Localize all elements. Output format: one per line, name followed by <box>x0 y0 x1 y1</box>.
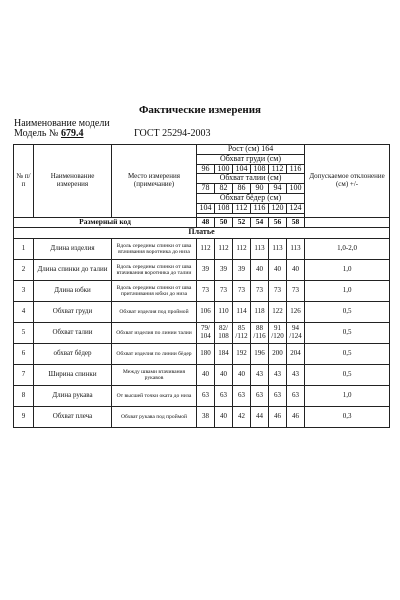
size-code-label: Размерный код <box>14 217 197 227</box>
row-number: 6 <box>14 343 34 364</box>
page-title: Фактические измерения <box>138 104 262 116</box>
measurement-value: 63 <box>215 385 233 406</box>
waist-value: 86 <box>233 184 251 194</box>
measurement-value: 46 <box>269 406 287 427</box>
table-row <box>14 385 390 406</box>
measurement-name: Длина изделия <box>34 238 112 259</box>
measurement-value: 39 <box>197 259 215 280</box>
measurement-value: 40 <box>197 364 215 385</box>
row-number: 9 <box>14 406 34 427</box>
measurement-value: 63 <box>233 385 251 406</box>
measurement-value: 113 <box>287 238 305 259</box>
measurement-place: Обхват изделия по линии бёдер <box>112 343 197 364</box>
measurement-value: 39 <box>233 259 251 280</box>
measurement-value: 39 <box>215 259 233 280</box>
measurement-name: Длина рукава <box>34 385 112 406</box>
table-row <box>14 301 390 322</box>
measurement-value: 114 <box>233 301 251 322</box>
measurement-value: 204 <box>287 343 305 364</box>
measurement-value: 40 <box>287 259 305 280</box>
measurement-value: 43 <box>251 364 269 385</box>
waist-value: 94 <box>269 184 287 194</box>
measurement-value: 112 <box>233 238 251 259</box>
chest-value: 112 <box>269 164 287 174</box>
measurement-place: Обхват изделия под проймой <box>112 301 197 322</box>
measurement-place: Между швами втачивания рукавов <box>112 364 197 385</box>
tolerance-value: 0,5 <box>305 322 390 343</box>
header-hips: Обхват бёдер (см) <box>197 193 305 203</box>
table-row <box>14 238 390 259</box>
row-number: 4 <box>14 301 34 322</box>
model-number: 679.4 <box>60 128 84 139</box>
tolerance-value: 1,0 <box>305 259 390 280</box>
tolerance-value: 1,0-2,0 <box>305 238 390 259</box>
hips-value: 108 <box>215 203 233 213</box>
header-tolerance: Допускаемое отклонение (см) +/- <box>305 145 390 218</box>
chest-value: 108 <box>251 164 269 174</box>
waist-value: 78 <box>197 184 215 194</box>
measurement-value: 42 <box>233 406 251 427</box>
measurement-value: 113 <box>269 238 287 259</box>
row-number: 2 <box>14 259 34 280</box>
measurement-value: 40 <box>215 364 233 385</box>
table-row <box>14 322 390 343</box>
measurement-value: 126 <box>287 301 305 322</box>
measurement-value: 43 <box>287 364 305 385</box>
hips-value: 124 <box>287 203 305 213</box>
measurement-value: 122 <box>269 301 287 322</box>
measurement-value: 63 <box>287 385 305 406</box>
measurement-name: Обхват плеча <box>34 406 112 427</box>
hips-value: 120 <box>269 203 287 213</box>
measurement-value: 91 /120 <box>269 322 287 343</box>
chest-value: 104 <box>233 164 251 174</box>
table-row <box>14 406 390 427</box>
measurement-value: 73 <box>233 280 251 301</box>
tolerance-value: 1,0 <box>305 385 390 406</box>
tolerance-value: 1,0 <box>305 280 390 301</box>
row-number: 3 <box>14 280 34 301</box>
measurement-value: 180 <box>197 343 215 364</box>
table-row <box>14 259 390 280</box>
header-waist: Обхват талии (см) <box>197 174 305 184</box>
measurement-value: 184 <box>215 343 233 364</box>
header-chest: Обхват груди (см) <box>197 154 305 164</box>
measurement-place: От высшей точки оката до низа <box>112 385 197 406</box>
gost-standard: ГОСТ 25294-2003 <box>134 128 211 139</box>
waist-value: 90 <box>251 184 269 194</box>
measurement-value: 73 <box>197 280 215 301</box>
model-line <box>14 128 211 139</box>
measurement-place: Обхват изделия по линии талии <box>112 322 197 343</box>
measurement-name: Ширина спинки <box>34 364 112 385</box>
tolerance-value: 0,5 <box>305 343 390 364</box>
tolerance-value: 0,5 <box>305 301 390 322</box>
tolerance-value: 0,3 <box>305 406 390 427</box>
measurement-value: 63 <box>269 385 287 406</box>
size-code-value: 50 <box>215 217 233 227</box>
measurement-value: 73 <box>287 280 305 301</box>
size-code-tolerance-empty <box>305 217 390 227</box>
measurement-value: 46 <box>287 406 305 427</box>
hips-value: 112 <box>233 203 251 213</box>
chest-value: 100 <box>215 164 233 174</box>
measurement-value: 40 <box>233 364 251 385</box>
measurement-place: Вдоль середины спинки от шва притачивания юбки до низа <box>112 280 197 301</box>
measurement-value: 192 <box>233 343 251 364</box>
measurement-value: 85 /112 <box>233 322 251 343</box>
measurement-name: Длина юбки <box>34 280 112 301</box>
measurement-value: 113 <box>251 238 269 259</box>
measurement-value: 63 <box>251 385 269 406</box>
measurement-name: Обхват груди <box>34 301 112 322</box>
measurement-name: Длина спинки до талии <box>34 259 112 280</box>
measurement-value: 112 <box>215 238 233 259</box>
measurement-name: Обхват талии <box>34 322 112 343</box>
measurement-value: 82/ 108 <box>215 322 233 343</box>
measurement-value: 106 <box>197 301 215 322</box>
measurement-value: 118 <box>251 301 269 322</box>
measurement-value: 63 <box>197 385 215 406</box>
measurement-value: 38 <box>197 406 215 427</box>
model-label: Модель № <box>14 128 59 139</box>
size-code-value: 48 <box>197 217 215 227</box>
measurement-value: 94 /124 <box>287 322 305 343</box>
table-row <box>14 364 390 385</box>
row-number: 5 <box>14 322 34 343</box>
measurement-value: 88 /116 <box>251 322 269 343</box>
measurement-value: 110 <box>215 301 233 322</box>
header-num: № п/п <box>14 145 34 218</box>
measurements-table <box>13 144 390 428</box>
chest-value: 116 <box>287 164 305 174</box>
header-height: Рост (см) 164 <box>197 145 305 155</box>
row-number: 1 <box>14 238 34 259</box>
waist-value: 100 <box>287 184 305 194</box>
measurement-place: Вдоль середины спинки от шва втачивания воротника до талии <box>112 259 197 280</box>
measurement-value: 112 <box>197 238 215 259</box>
waist-value: 82 <box>215 184 233 194</box>
size-code-value: 58 <box>287 217 305 227</box>
measurement-value: 40 <box>215 406 233 427</box>
row-number: 7 <box>14 364 34 385</box>
table-row <box>14 280 390 301</box>
size-code-value: 52 <box>233 217 251 227</box>
measurement-value: 73 <box>251 280 269 301</box>
size-code-value: 56 <box>269 217 287 227</box>
hips-value: 116 <box>251 203 269 213</box>
tolerance-value: 0,5 <box>305 364 390 385</box>
measurement-place: Вдоль середины спинки от шва втачивания воротника до низа <box>112 238 197 259</box>
measurement-value: 40 <box>251 259 269 280</box>
measurement-value: 200 <box>269 343 287 364</box>
measurement-value: 73 <box>215 280 233 301</box>
hips-value: 104 <box>197 203 215 213</box>
section-title: Платье <box>14 227 390 238</box>
table-row <box>14 343 390 364</box>
measurement-name: обхват бёдер <box>34 343 112 364</box>
measurement-place: Обхват рукава под проймой <box>112 406 197 427</box>
measurement-value: 40 <box>269 259 287 280</box>
measurement-value: 79/ 104 <box>197 322 215 343</box>
model-name-label: Наименование модели <box>14 118 110 129</box>
chest-value: 96 <box>197 164 215 174</box>
measurement-value: 44 <box>251 406 269 427</box>
measurement-value: 73 <box>269 280 287 301</box>
header-measurement-name: Наименование измерения <box>34 145 112 218</box>
measurement-value: 196 <box>251 343 269 364</box>
header-measurement-place: Место измерения (примечание) <box>112 145 197 218</box>
size-code-value: 54 <box>251 217 269 227</box>
row-number: 8 <box>14 385 34 406</box>
measurement-value: 43 <box>269 364 287 385</box>
